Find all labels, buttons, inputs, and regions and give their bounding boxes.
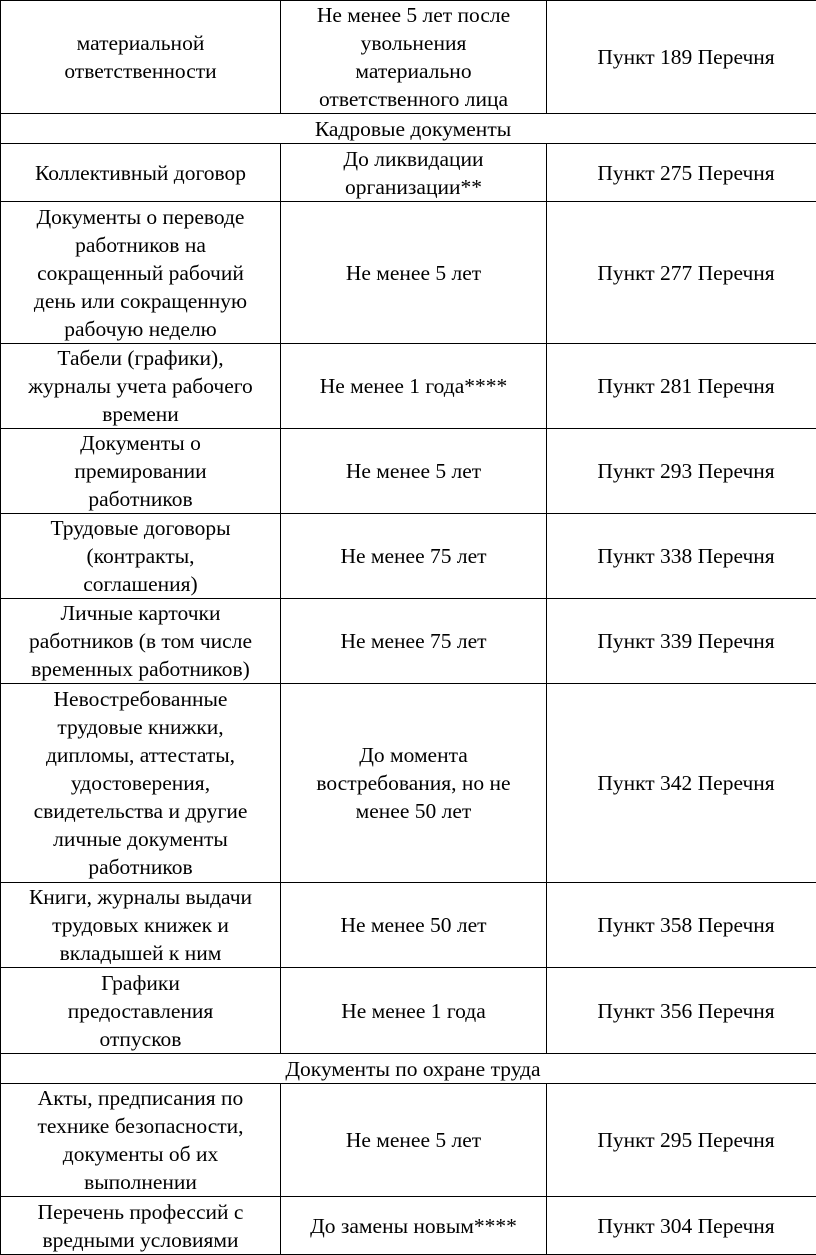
table-row (1, 429, 816, 514)
retention-term-cell: Не менее 1 года (281, 968, 547, 1054)
legal-reference-cell: Пункт 189 Перечня (547, 1, 816, 114)
table-row (1, 1, 816, 114)
section-heading: Документы по охране труда (1, 1054, 816, 1084)
legal-reference-cell: Пункт 295 Перечня (547, 1084, 816, 1197)
legal-reference-cell: Пункт 342 Перечня (547, 684, 816, 883)
retention-term-cell: До ликвидации организации** (281, 144, 547, 202)
legal-reference-cell: Пункт 339 Перечня (547, 599, 816, 684)
retention-term-cell: Не менее 5 лет (281, 1084, 547, 1197)
document-type-cell: Невостребованные трудовые книжки, дипломы, аттестаты, удостоверения, свидетельства и другие личные документы работников (1, 684, 281, 883)
document-type-cell: Документы о премировании работников (1, 429, 281, 514)
retention-term-cell: До момента востребования, но не менее 50 лет (281, 684, 547, 883)
retention-term-cell: Не менее 75 лет (281, 514, 547, 599)
legal-reference-cell: Пункт 356 Перечня (547, 968, 816, 1054)
retention-term-cell: Не менее 50 лет (281, 883, 547, 968)
section-row (1, 1054, 816, 1084)
retention-term-cell: Не менее 5 лет после увольнения материально ответственного лица (281, 1, 547, 114)
table-row (1, 684, 816, 883)
retention-term-cell: Не менее 75 лет (281, 599, 547, 684)
retention-term-cell: До замены новым**** (281, 1197, 547, 1255)
legal-reference-cell: Пункт 304 Перечня (547, 1197, 816, 1255)
legal-reference-cell: Пункт 338 Перечня (547, 514, 816, 599)
table-row (1, 344, 816, 429)
section-row (1, 114, 816, 144)
retention-term-cell: Не менее 5 лет (281, 202, 547, 344)
legal-reference-cell: Пункт 281 Перечня (547, 344, 816, 429)
retention-term-cell: Не менее 5 лет (281, 429, 547, 514)
table-row (1, 1084, 816, 1197)
legal-reference-cell: Пункт 277 Перечня (547, 202, 816, 344)
table-row (1, 599, 816, 684)
retention-term-cell: Не менее 1 года**** (281, 344, 547, 429)
document-type-cell: материальной ответственности (1, 1, 281, 114)
document-type-cell: Коллективный договор (1, 144, 281, 202)
document-type-cell: Личные карточки работников (в том числе временных работников) (1, 599, 281, 684)
document-type-cell: Табели (графики), журналы учета рабочего времени (1, 344, 281, 429)
table-row (1, 883, 816, 968)
table-row (1, 202, 816, 344)
document-type-cell: Документы о переводе работников на сокращенный рабочий день или сокращенную рабочую неделю (1, 202, 281, 344)
table-row (1, 144, 816, 202)
document-type-cell: Акты, предписания по технике безопасности, документы об их выполнении (1, 1084, 281, 1197)
legal-reference-cell: Пункт 275 Перечня (547, 144, 816, 202)
document-type-cell: Перечень профессий с вредными условиями (1, 1197, 281, 1255)
legal-reference-cell: Пункт 358 Перечня (547, 883, 816, 968)
table-row (1, 968, 816, 1054)
legal-reference-cell: Пункт 293 Перечня (547, 429, 816, 514)
section-heading: Кадровые документы (1, 114, 816, 144)
document-type-cell: Графики предоставления отпусков (1, 968, 281, 1054)
table-row (1, 514, 816, 599)
document-type-cell: Книги, журналы выдачи трудовых книжек и вкладышей к ним (1, 883, 281, 968)
document-type-cell: Трудовые договоры (контракты, соглашения) (1, 514, 281, 599)
table-row (1, 1197, 816, 1255)
